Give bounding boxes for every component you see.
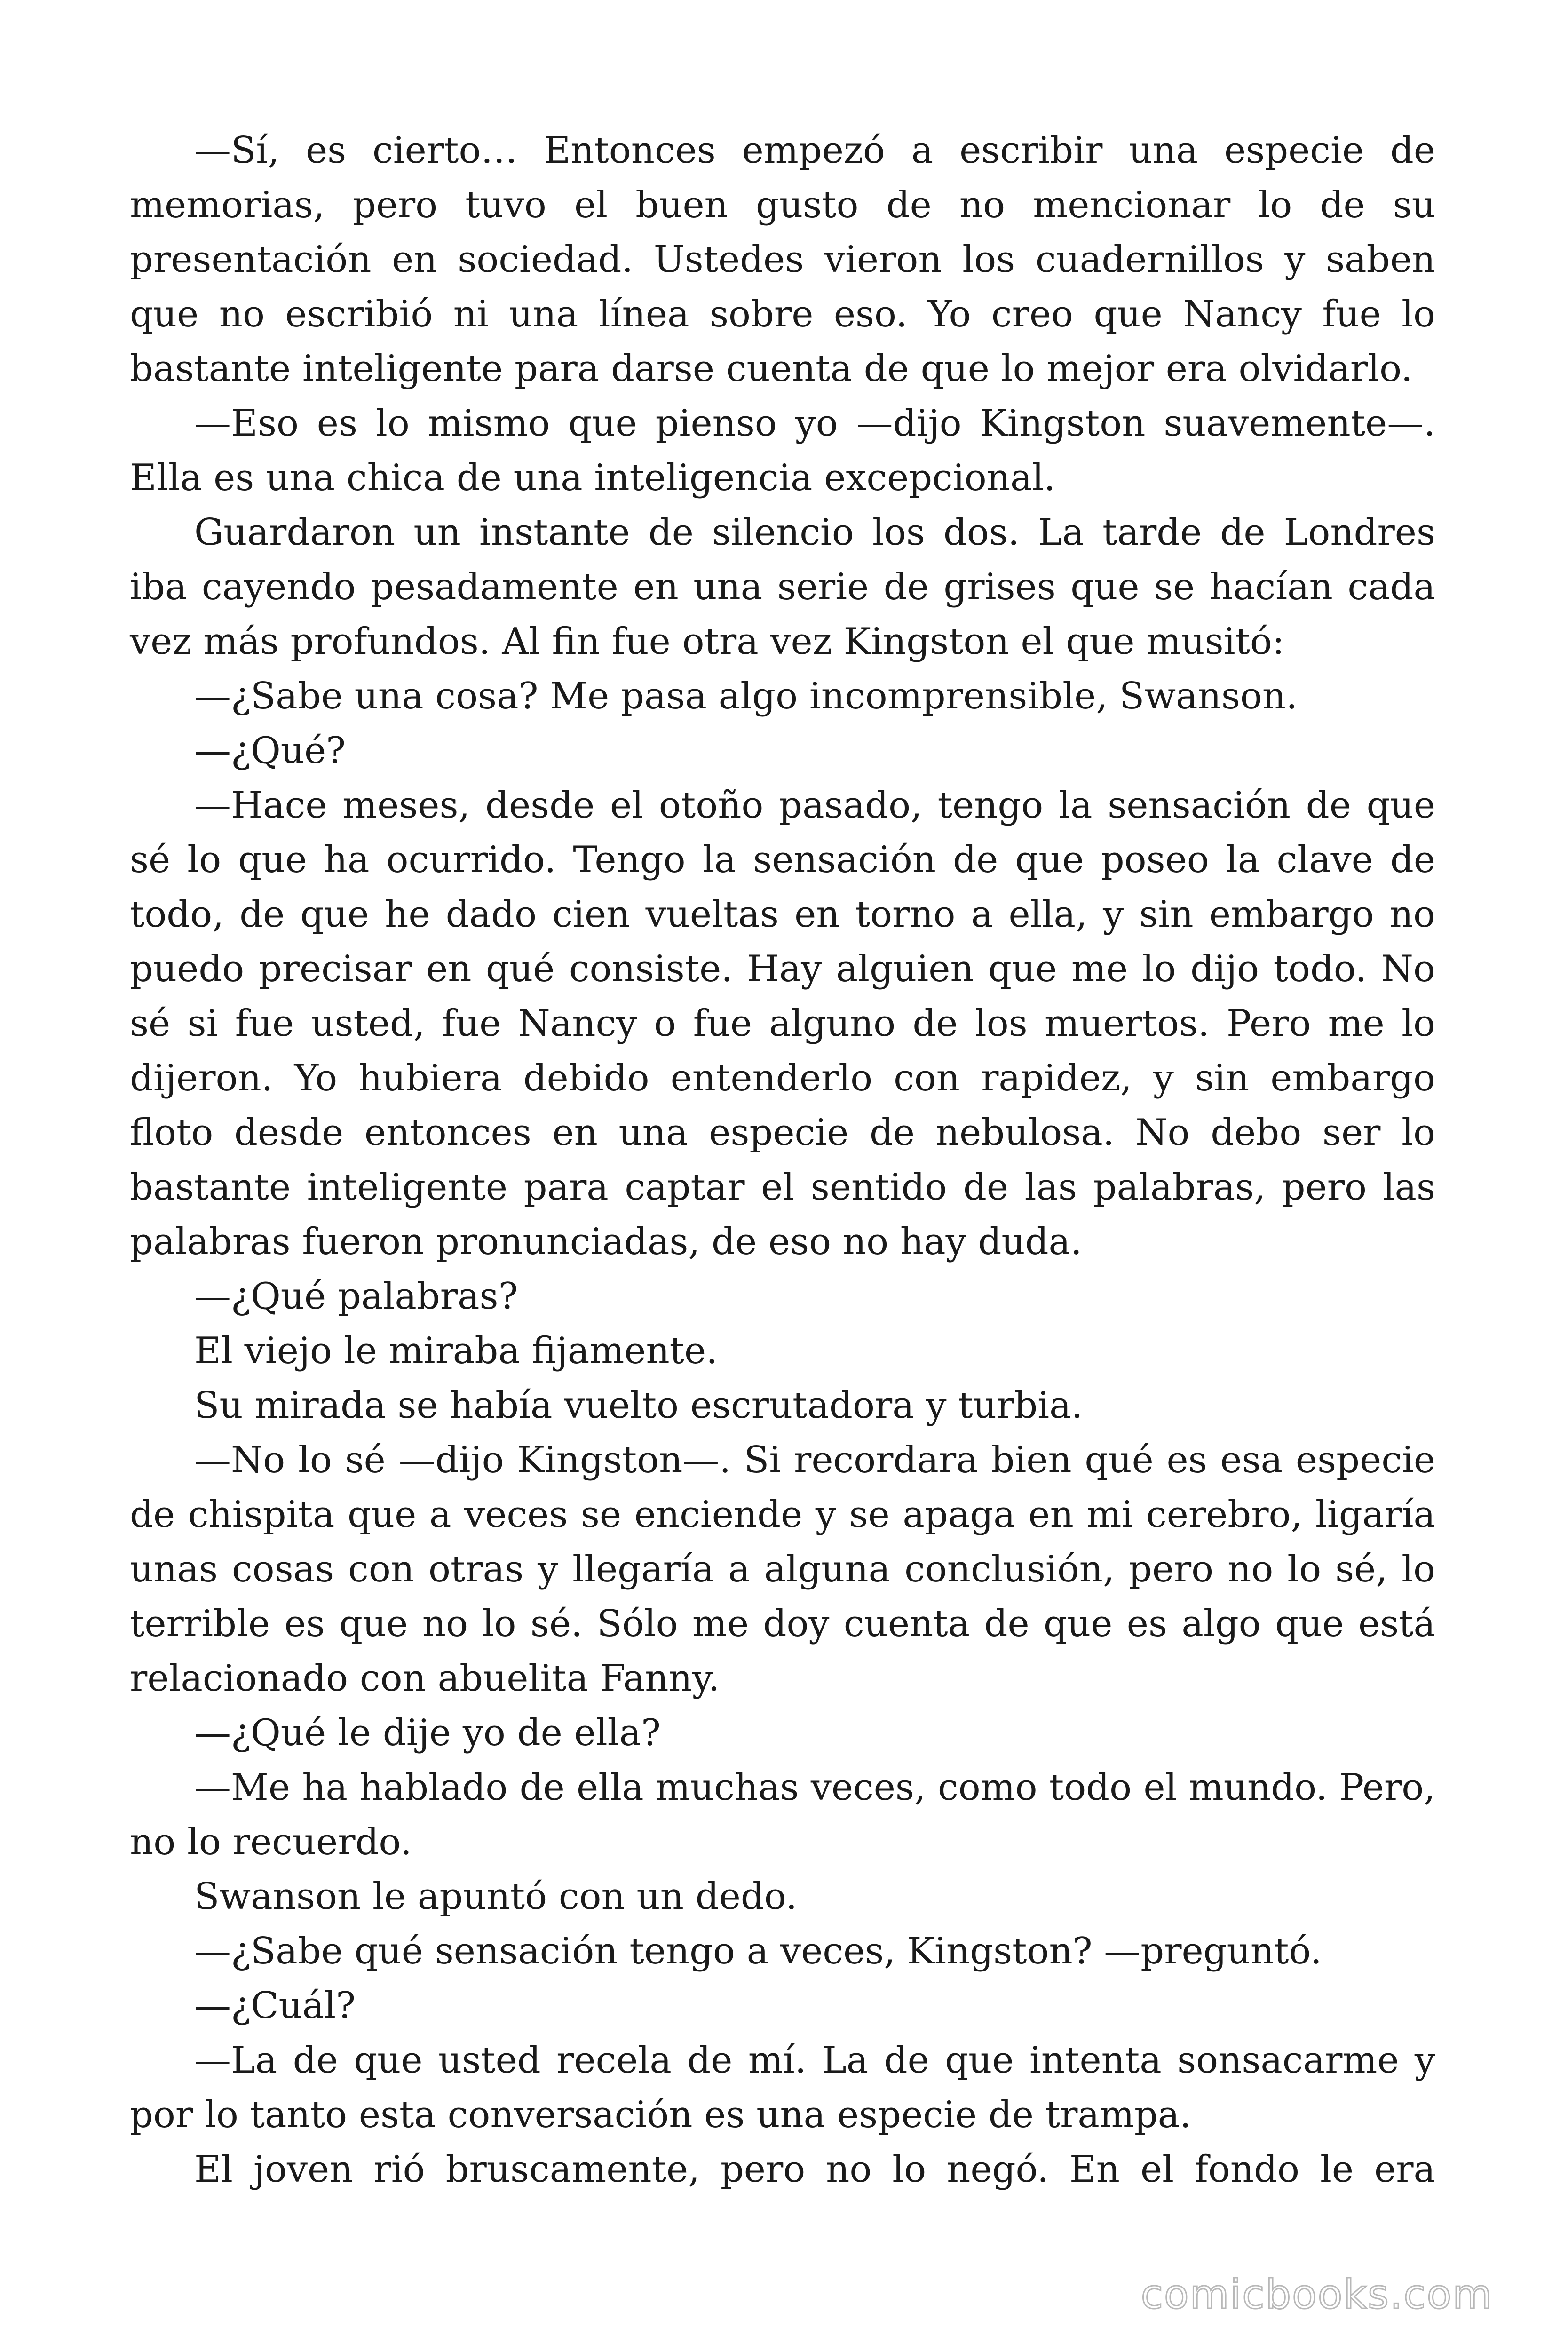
paragraph: El viejo le miraba fijamente.: [194, 1330, 718, 1372]
paragraph: —No lo sé —dijo Kingston—. Si recordara bien qué es esa especie de chispita que a veces se enciende y se apaga en mi cerebro, ligaría unas cosas con otras y llegaría a alguna conclusión, pero no lo sé, lo terrible es que no lo sé. Sólo me doy cuenta de que es algo que está relacionado con abuelita Fanny.: [130, 1439, 1435, 1700]
paragraph: —¿Sabe una cosa? Me pasa algo incomprensible, Swanson.: [194, 675, 1298, 717]
paragraph: —¿Qué?: [194, 730, 346, 772]
paragraph: —Me ha hablado de ella muchas veces, como todo el mundo. Pero, no lo recuerdo.: [130, 1766, 1435, 1863]
paragraph: —¿Sabe qué sensación tengo a veces, Kingston? —preguntó.: [194, 1930, 1322, 1972]
paragraph: El joven rió bruscamente, pero no lo negó. En el fondo le era: [194, 2148, 1435, 2191]
paragraph: —Hace meses, desde el otoño pasado, tengo la sensación de que sé lo que ha ocurrido. Tengo la sensación de que poseo la clave de todo, de que he dado cien vueltas en torno a ella, y sin embargo no puedo precisar en qué consiste. Hay alguien que me lo dijo todo. No sé si fue usted, fue Nancy o fue alguno de los muertos. Pero me lo dijeron. Yo hubiera debido entenderlo con rapidez, y sin embargo floto desde entonces en una especie de nebulosa. No debo ser lo bastante inteligente para captar el sentido de las palabras, pero las palabras fueron pronunciadas, de eso no hay duda.: [130, 784, 1435, 1263]
paragraph: —Eso es lo mismo que pienso yo —dijo Kingston suavemente—. Ella es una chica de una inteligencia excepcional.: [130, 402, 1435, 499]
paragraph: Su mirada se había vuelto escrutadora y turbia.: [194, 1384, 1083, 1427]
paragraph: Swanson le apuntó con un dedo.: [194, 1875, 798, 1918]
paragraph: —Sí, es cierto… Entonces empezó a escribir una especie de memorias, pero tuvo el buen gusto de no mencionar lo de su presentación en sociedad. Ustedes vieron los cuadernillos y saben que no escribió ni una línea sobre eso. Yo creo que Nancy fue lo bastante inteligente para darse cuenta de que lo mejor era olvidarlo.: [130, 129, 1435, 390]
paragraph: —¿Cuál?: [194, 1985, 356, 2027]
paragraph: —¿Qué palabras?: [194, 1275, 518, 1318]
paragraph: —¿Qué le dije yo de ella?: [194, 1712, 661, 1754]
watermark: comicbooks.com: [1140, 2271, 1493, 2318]
paragraph: —La de que usted recela de mí. La de que intenta sonsacarme y por lo tanto esta conversación es una especie de trampa.: [130, 2039, 1435, 2136]
body-text: [130, 123, 1435, 2197]
paragraph: Guardaron un instante de silencio los dos. La tarde de Londres iba cayendo pesadamente en una serie de grises que se hacían cada vez más profundos. Al fin fue otra vez Kingston el que musitó:: [130, 511, 1435, 663]
